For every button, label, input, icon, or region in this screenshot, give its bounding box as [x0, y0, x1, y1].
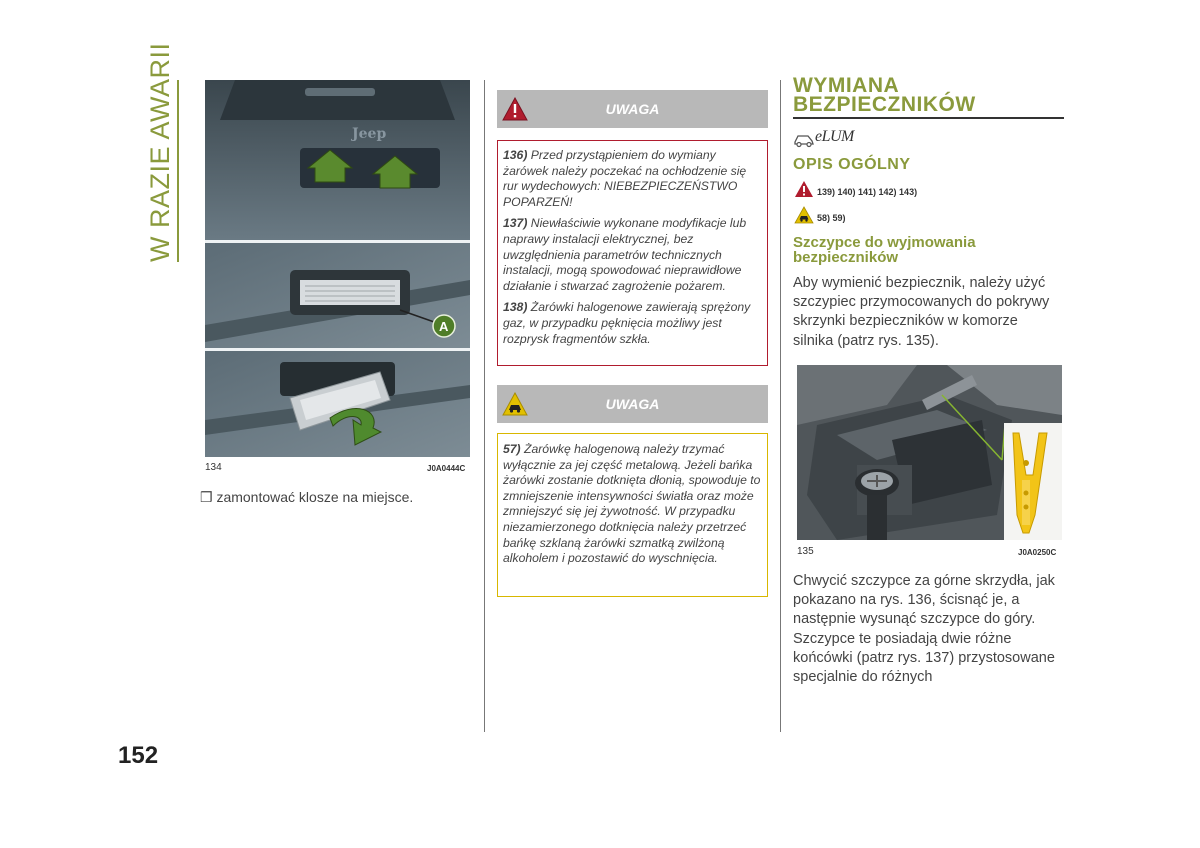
figure-135-number: 135 — [797, 546, 814, 557]
page-number: 152 — [118, 742, 159, 769]
warning-item: 138) Żarówki halogenowe zawierają sprężony gaz, w przypadku pęknięcia możliwy jest rozprysk fragmentów szkła. — [503, 300, 751, 346]
references-yellow: 58) 59) — [817, 213, 846, 223]
warning-triangle-yellow-icon — [794, 206, 814, 224]
warning-box-1-header — [497, 90, 768, 128]
figure-134-illustration — [205, 80, 470, 457]
column-separator-2 — [780, 80, 781, 732]
figure-134-number: 134 — [205, 462, 222, 473]
elum-badge — [793, 128, 853, 150]
paragraph-pliers-usage: Chwycić szczypce za górne skrzydła, jak pokazano na rys. 136, ścisnąć je, a następnie wysunąć szczypce do góry. Szczypce te posiadają dwie różne końcówki (patrz rys. 137) przystosowane specjalnie do różnych — [793, 573, 1055, 686]
bullet-reinstall-covers: ❒ zamontować klosze na miejsce. — [200, 489, 414, 505]
warning-box-2-label: UWAGA — [605, 396, 660, 412]
figure-134-code: J0A0444C — [427, 464, 466, 473]
column-separator-1 — [484, 80, 485, 732]
svg-text:Jeep: Jeep — [352, 126, 387, 142]
warning-item: 137) Niewłaściwie wykonane modyfikacje lub naprawy instalacji elektrycznej, bez uwzględnienia parametrów technicznych instalacji, mogą spowodować nieprawidłowe działanie i stwarzać zagrożenie pożarem. — [503, 216, 747, 293]
subheading-general: OPIS OGÓLNY — [793, 156, 911, 173]
warning-box-2 — [497, 433, 768, 597]
heading-rule — [793, 117, 1064, 119]
side-divider — [177, 80, 179, 262]
paragraph-fuse-pliers: Aby wymienić bezpiecznik, należy użyć szczypiec przymocowanych do pokrywy skrzynki bezpieczników w komorze silnika (patrz rys. 135). — [793, 275, 1050, 349]
figure-134-image — [205, 80, 470, 457]
warning-box-1-label: UWAGA — [605, 101, 660, 117]
references-red: 139) 140) 141) 142) 143) — [817, 187, 918, 197]
figure-135-illustration — [797, 365, 1062, 540]
warning-box-1 — [497, 140, 768, 366]
car-outline-icon — [793, 130, 815, 148]
warning-item: 136) Przed przystąpieniem do wymiany żarówek należy poczekać na ochłodzenie się rur wydechowych: NIEBEZPIECZEŃSTWO POPARZEŃ! — [503, 148, 747, 209]
subheading-fuse-pliers: Szczypce do wyjmowania bezpieczników — [793, 234, 976, 266]
figure-135-code: J0A0250C — [1018, 548, 1057, 557]
section-heading: WYMIANA BEZPIECZNIKÓW — [793, 74, 976, 116]
warning-item: 57) Żarówkę halogenową należy trzymać wyłącznie za jej część metalową. Jeżeli bańka żarówki zostanie dotknięta dłonią, spowoduje to zmniejszenie intensywności światła oraz może zmniejszyć się jej żywotność. W przypadku niezamierzonego dotknięcia należy przetrzeć bańkę szklaną żarówki szmatką zwilżoną alkoholem i pozostawić do wyschnięcia. — [503, 442, 761, 566]
svg-text:A: A — [439, 319, 449, 334]
section-side-title: W RAZIE AWARII — [145, 42, 175, 262]
figure-135-image — [797, 365, 1062, 540]
elum-label: eLUM — [815, 128, 854, 145]
warning-box-2-header — [497, 385, 768, 423]
warning-triangle-red-icon — [794, 180, 814, 198]
